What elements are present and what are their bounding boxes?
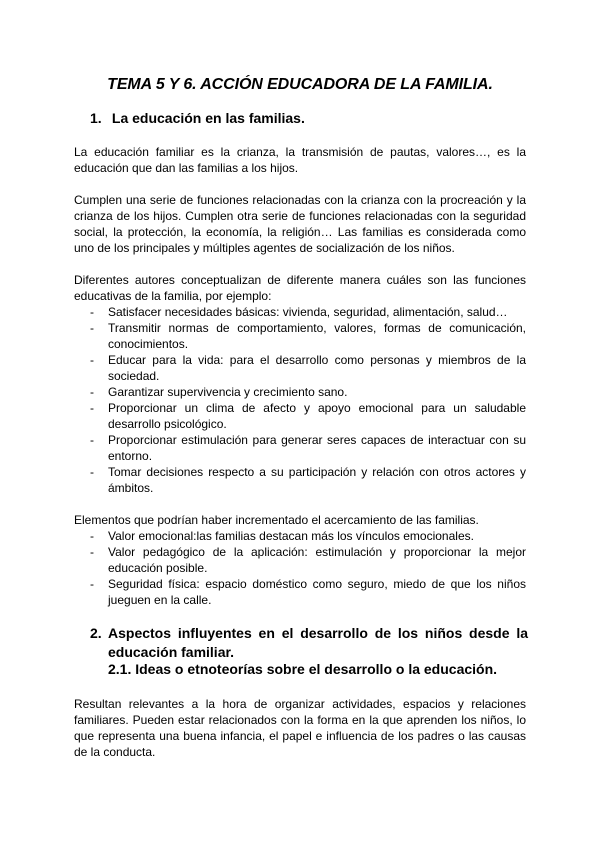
section-2-number: 2. xyxy=(90,625,102,641)
bullet-dash: - xyxy=(90,529,94,543)
functions-list xyxy=(74,304,526,496)
list-item: - Valor emocional:las familias destacan más los vínculos emocionales. xyxy=(90,529,474,543)
list-item: - Proporcionar estimulación para generar seres capaces de interactuar con su entorno. xyxy=(90,433,526,463)
elements-list xyxy=(74,528,526,608)
list-item: - Transmitir normas de comportamiento, valores, formas de comunicación, conocimientos. xyxy=(90,321,526,351)
section-1-number: 1. xyxy=(90,110,102,126)
bullet-dash: - xyxy=(90,465,94,479)
list-item: - Valor pedagógico de la aplicación: estimulación y proporcionar la mejor educación posible. xyxy=(90,545,526,575)
section-2-title: Aspectos influyentes en el desarrollo de los niños desde la educación familiar. xyxy=(108,625,528,660)
bullet-dash: - xyxy=(90,305,94,319)
bullet-dash: - xyxy=(90,353,94,367)
list-item: - Satisfacer necesidades básicas: vivienda, seguridad, alimentación, salud… xyxy=(90,305,508,319)
list-item: - Educar para la vida: para el desarrollo como personas y miembros de la sociedad. xyxy=(90,353,526,383)
paragraph-family-education: La educación familiar es la crianza, la transmisión de pautas, valores…, es la educación que dan las familias a los hijos. xyxy=(74,145,526,175)
list-item: - Tomar decisiones respecto a su participación y relación con otros actores y ámbitos. xyxy=(90,465,526,495)
list-item: - Seguridad física: espacio doméstico como seguro, miedo de que los niños jueguen en la calle. xyxy=(90,577,526,607)
bullet-dash: - xyxy=(90,545,94,559)
bullet-dash: - xyxy=(90,433,94,447)
document-title: TEMA 5 Y 6. ACCIÓN EDUCADORA DE LA FAMILIA. xyxy=(107,76,493,93)
paragraph-authors: Diferentes autores conceptualizan de diferente manera cuáles son las funciones educativas de la familia, por ejemplo: xyxy=(74,273,526,303)
bullet-dash: - xyxy=(90,577,94,591)
section-1-title: La educación en las familias. xyxy=(111,110,305,126)
list-item: - Garantizar supervivencia y crecimiento sano. xyxy=(90,385,348,399)
section-2-heading xyxy=(90,624,528,662)
paragraph-etnoteorias: Resultan relevantes a la hora de organizar actividades, espacios y relaciones familiares. Pueden estar relacionados con la forma en la que aprenden los niños, lo que representa una buena infancia, el papel e influencia de los padres o las causas de la conducta. xyxy=(74,697,526,759)
paragraph-functions: Cumplen una serie de funciones relacionadas con la crianza con la procreación y la crianza de los hijos. Cumplen otra serie de funciones relacionadas con la seguridad social, la protección, la economía, la religión… Las familias es considerada como uno de los principales y múltiples agentes de socialización de los niños. xyxy=(74,193,526,255)
paragraph-elements: Elementos que podrían haber incrementado el acercamiento de las familias. xyxy=(74,513,479,527)
bullet-dash: - xyxy=(90,321,94,335)
bullet-dash: - xyxy=(90,385,94,399)
subsection-2-1-heading: 2.1. Ideas o etnoteorías sobre el desarrollo o la educación. xyxy=(108,661,498,677)
bullet-dash: - xyxy=(90,401,94,415)
list-item: - Proporcionar un clima de afecto y apoyo emocional para un saludable desarrollo psicológico. xyxy=(90,401,526,431)
section-1-heading xyxy=(90,110,305,126)
